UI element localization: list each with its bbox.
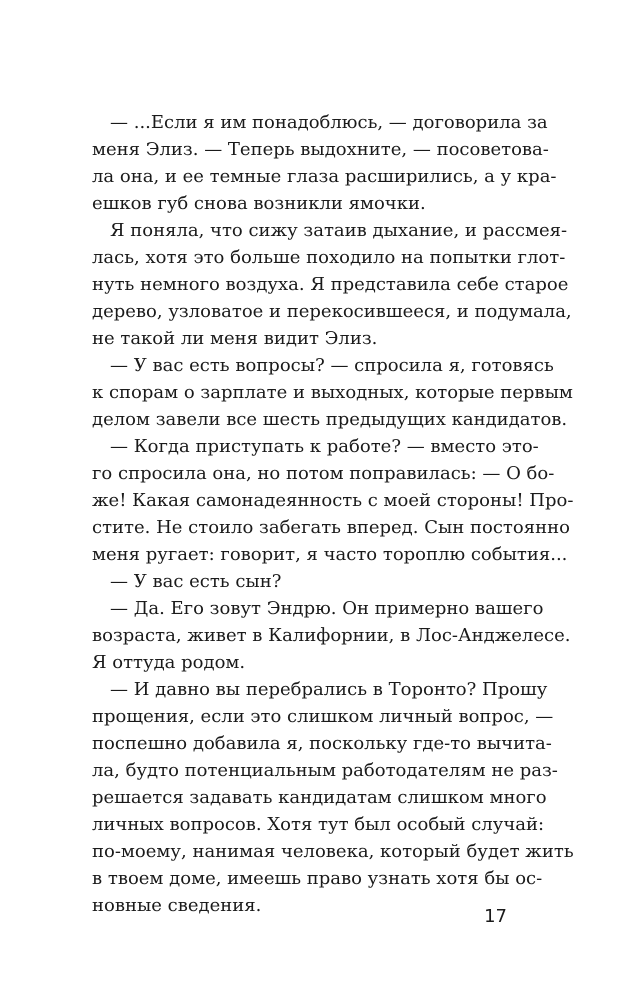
page-number: 17 — [484, 906, 507, 927]
text-line: стите. Не стоило забегать вперед. Сын постоянно — [92, 517, 570, 538]
text-line: меня Элиз. — Теперь выдохните, — посоветова- — [92, 139, 549, 160]
text-line: дерево, узловатое и перекосившееся, и подумала, — [92, 301, 572, 322]
text-line: к спорам о зарплате и выходных, которые первым — [92, 382, 573, 403]
text-line: ла она, и ее темные глаза расширились, а у кра- — [92, 166, 557, 187]
text-line: в твоем доме, имеешь право узнать хотя бы ос- — [92, 868, 543, 889]
text-line: лась, хотя это больше походило на попытки глот- — [92, 247, 566, 268]
text-line: ла, будто потенциальным работодателям не раз- — [92, 760, 558, 781]
text-line: Я поняла, что сижу затаив дыхание, и рассмея- — [110, 220, 568, 241]
text-line: — И давно вы перебрались в Торонто? Прошу — [110, 679, 548, 700]
text-line: меня ругает: говорит, я часто тороплю события... — [92, 544, 568, 565]
text-line: — Да. Его зовут Эндрю. Он примерно вашего — [110, 598, 544, 619]
text-line: же! Какая самонадеянность с моей стороны! Про- — [92, 490, 574, 511]
text-line: возраста, живет в Калифорнии, в Лос-Анджелесе. — [92, 625, 571, 646]
text-line: ешков губ снова возникли ямочки. — [92, 193, 426, 214]
text-line: делом завели все шесть предыдущих кандидатов. — [92, 409, 568, 430]
text-line: личных вопросов. Хотя тут был особый случай: — [92, 814, 545, 835]
text-line: новные сведения. — [92, 895, 262, 916]
text-line: решается задавать кандидатам слишком много — [92, 787, 547, 808]
text-line: — У вас есть сын? — [110, 571, 282, 592]
text-line: Я оттуда родом. — [92, 652, 246, 673]
text-line: го спросила она, но потом поправилась: — О бо- — [92, 463, 555, 484]
text-line: не такой ли меня видит Элиз. — [92, 328, 378, 349]
text-line: — У вас есть вопросы? — спросила я, готовясь — [110, 355, 554, 376]
text-line: поспешно добавила я, поскольку где-то вычита- — [92, 733, 552, 754]
text-line: — Когда приступать к работе? — вместо это- — [110, 436, 539, 457]
text-line: прощения, если это слишком личный вопрос, — — [92, 706, 554, 727]
text-line: — ...Если я им понадоблюсь, — договорила за — [110, 112, 548, 133]
text-line: нуть немного воздуха. Я представила себе старое — [92, 274, 569, 295]
text-line: по-моему, нанимая человека, который будет жить — [92, 841, 574, 862]
body-text — [92, 109, 574, 919]
